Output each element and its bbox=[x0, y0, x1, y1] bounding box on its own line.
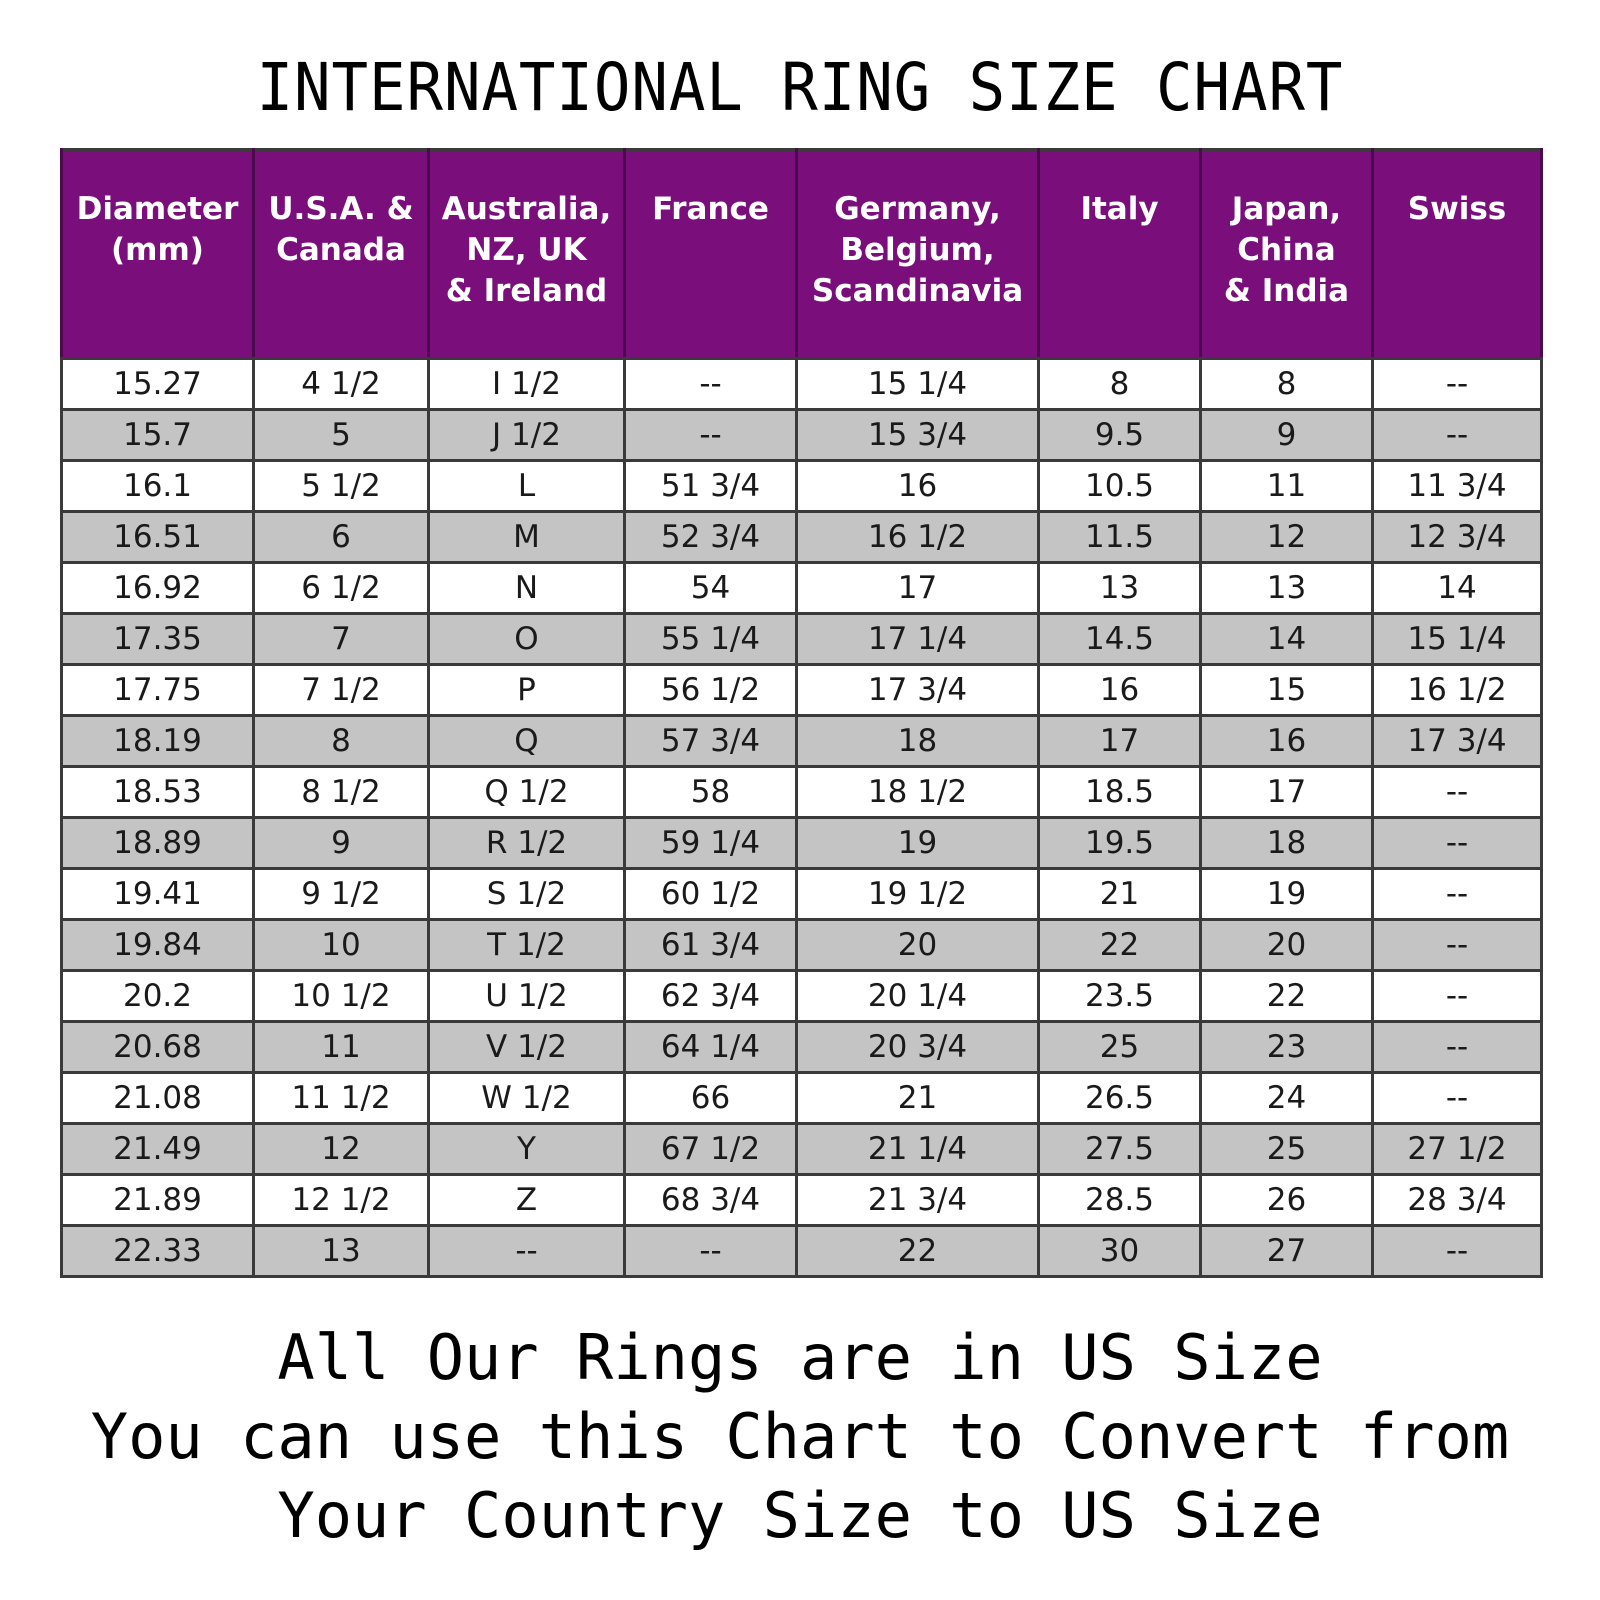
table-cell: J 1/2 bbox=[429, 410, 625, 461]
table-cell: 15 1/4 bbox=[797, 359, 1039, 410]
header-line: Scandinavia bbox=[811, 273, 1024, 309]
table-cell: 8 bbox=[1039, 359, 1201, 410]
header-australia-nz-uk-ireland bbox=[429, 150, 625, 359]
footer-line: You can use this Chart to Convert from bbox=[90, 1400, 1510, 1473]
table-cell: -- bbox=[1373, 818, 1542, 869]
table-cell: 19 bbox=[1201, 869, 1373, 920]
table-cell: Q 1/2 bbox=[429, 767, 625, 818]
table-cell: 9.5 bbox=[1039, 410, 1201, 461]
table-cell: 21.49 bbox=[62, 1124, 254, 1175]
table-cell: 19 1/2 bbox=[797, 869, 1039, 920]
table-cell: 19.84 bbox=[62, 920, 254, 971]
table-cell: 14 bbox=[1373, 563, 1542, 614]
table-cell: 20 1/4 bbox=[797, 971, 1039, 1022]
header-line: Belgium, bbox=[840, 232, 995, 268]
page-title: INTERNATIONAL RING SIZE CHART bbox=[256, 49, 1344, 126]
table-row bbox=[62, 1175, 1542, 1226]
table-cell: I 1/2 bbox=[429, 359, 625, 410]
table-cell: 18.53 bbox=[62, 767, 254, 818]
table-cell: 64 1/4 bbox=[625, 1022, 797, 1073]
table-cell: O bbox=[429, 614, 625, 665]
table-cell: 21 1/4 bbox=[797, 1124, 1039, 1175]
table-cell: 13 bbox=[254, 1226, 429, 1277]
table-cell: -- bbox=[1373, 1226, 1542, 1277]
table-cell: 4 1/2 bbox=[254, 359, 429, 410]
table-cell: 20.68 bbox=[62, 1022, 254, 1073]
ring-size-table bbox=[60, 148, 1543, 1278]
table-cell: 9 bbox=[254, 818, 429, 869]
header-germany-belgium-scandinavia bbox=[797, 150, 1039, 359]
table-cell: 21 3/4 bbox=[797, 1175, 1039, 1226]
table-cell: 28 3/4 bbox=[1373, 1175, 1542, 1226]
table-cell: 16 bbox=[797, 461, 1039, 512]
table-cell: 62 3/4 bbox=[625, 971, 797, 1022]
table-cell: 27.5 bbox=[1039, 1124, 1201, 1175]
table-body bbox=[62, 359, 1542, 1277]
table-row bbox=[62, 920, 1542, 971]
table-cell: 15 bbox=[1201, 665, 1373, 716]
table-cell: M bbox=[429, 512, 625, 563]
table-cell: 17 1/4 bbox=[797, 614, 1039, 665]
table-row bbox=[62, 665, 1542, 716]
table-cell: 21 bbox=[797, 1073, 1039, 1124]
table-cell: 6 1/2 bbox=[254, 563, 429, 614]
table-cell: 11 1/2 bbox=[254, 1073, 429, 1124]
table-cell: -- bbox=[1373, 1022, 1542, 1073]
table-cell: 6 bbox=[254, 512, 429, 563]
table-cell: 23.5 bbox=[1039, 971, 1201, 1022]
table-cell: Y bbox=[429, 1124, 625, 1175]
table-cell: 61 3/4 bbox=[625, 920, 797, 971]
table-cell: -- bbox=[1373, 359, 1542, 410]
table-cell: 17 3/4 bbox=[797, 665, 1039, 716]
header-line: & Ireland bbox=[445, 273, 608, 309]
table-row bbox=[62, 1124, 1542, 1175]
table-cell: 10 1/2 bbox=[254, 971, 429, 1022]
table-cell: 7 1/2 bbox=[254, 665, 429, 716]
table-cell: 10.5 bbox=[1039, 461, 1201, 512]
table-row bbox=[62, 359, 1542, 410]
table-cell: 20 bbox=[797, 920, 1039, 971]
table-cell: -- bbox=[625, 410, 797, 461]
table-cell: 20 3/4 bbox=[797, 1022, 1039, 1073]
table-cell: 25 bbox=[1201, 1124, 1373, 1175]
table-cell: 60 1/2 bbox=[625, 869, 797, 920]
table-cell: 12 3/4 bbox=[1373, 512, 1542, 563]
table-cell: 18.19 bbox=[62, 716, 254, 767]
header-diameter bbox=[62, 150, 254, 359]
footer-line: Your Country Size to US Size bbox=[277, 1479, 1323, 1552]
table-cell: 17 bbox=[1039, 716, 1201, 767]
table-cell: 15.7 bbox=[62, 410, 254, 461]
table-row bbox=[62, 869, 1542, 920]
table-row bbox=[62, 716, 1542, 767]
table-cell: -- bbox=[625, 359, 797, 410]
header-japan-china-india bbox=[1201, 150, 1373, 359]
header-line: Germany, bbox=[834, 191, 1001, 227]
table-cell: 24 bbox=[1201, 1073, 1373, 1124]
table-cell: 18 bbox=[1201, 818, 1373, 869]
table-row bbox=[62, 512, 1542, 563]
header-line: Italy bbox=[1080, 191, 1159, 227]
table-cell: 22 bbox=[1039, 920, 1201, 971]
table-cell: -- bbox=[1373, 971, 1542, 1022]
table-row bbox=[62, 1073, 1542, 1124]
table-cell: 12 1/2 bbox=[254, 1175, 429, 1226]
table-cell: 13 bbox=[1201, 563, 1373, 614]
table-cell: 11 bbox=[254, 1022, 429, 1073]
table-cell: 68 3/4 bbox=[625, 1175, 797, 1226]
table-cell: 21.89 bbox=[62, 1175, 254, 1226]
table-cell: 18.5 bbox=[1039, 767, 1201, 818]
table-cell: 27 1/2 bbox=[1373, 1124, 1542, 1175]
header-line: France bbox=[652, 191, 769, 227]
table-cell: P bbox=[429, 665, 625, 716]
table-row bbox=[62, 818, 1542, 869]
header-line: NZ, UK bbox=[466, 232, 587, 268]
table-row bbox=[62, 614, 1542, 665]
table-row bbox=[62, 461, 1542, 512]
header-line: China bbox=[1237, 232, 1336, 268]
header-line: (mm) bbox=[111, 232, 204, 268]
table-cell: 23 bbox=[1201, 1022, 1373, 1073]
table-cell: 18.89 bbox=[62, 818, 254, 869]
table-cell: 5 1/2 bbox=[254, 461, 429, 512]
table-cell: 19.5 bbox=[1039, 818, 1201, 869]
table-cell: 27 bbox=[1201, 1226, 1373, 1277]
table-cell: 11 3/4 bbox=[1373, 461, 1542, 512]
table-cell: 54 bbox=[625, 563, 797, 614]
table-cell: 16 bbox=[1201, 716, 1373, 767]
table-cell: 26 bbox=[1201, 1175, 1373, 1226]
table-cell: 30 bbox=[1039, 1226, 1201, 1277]
table-cell: 22 bbox=[1201, 971, 1373, 1022]
table-cell: 58 bbox=[625, 767, 797, 818]
table-cell: 15.27 bbox=[62, 359, 254, 410]
table-cell: 22.33 bbox=[62, 1226, 254, 1277]
table-cell: 12 bbox=[254, 1124, 429, 1175]
table-cell: -- bbox=[1373, 869, 1542, 920]
header-line: Japan, bbox=[1231, 191, 1342, 227]
table-cell: 16.92 bbox=[62, 563, 254, 614]
footer-line: All Our Rings are in US Size bbox=[277, 1321, 1323, 1394]
ring-size-chart bbox=[60, 148, 1540, 1278]
table-cell: 17 bbox=[797, 563, 1039, 614]
table-row bbox=[62, 563, 1542, 614]
table-cell: 12 bbox=[1201, 512, 1373, 563]
table-cell: 14.5 bbox=[1039, 614, 1201, 665]
table-cell: 17 bbox=[1201, 767, 1373, 818]
table-cell: 26.5 bbox=[1039, 1073, 1201, 1124]
table-cell: 28.5 bbox=[1039, 1175, 1201, 1226]
table-cell: 14 bbox=[1201, 614, 1373, 665]
table-cell: 8 1/2 bbox=[254, 767, 429, 818]
table-cell: 9 bbox=[1201, 410, 1373, 461]
table-cell: L bbox=[429, 461, 625, 512]
table-cell: R 1/2 bbox=[429, 818, 625, 869]
table-cell: -- bbox=[1373, 1073, 1542, 1124]
header-usa-canada bbox=[254, 150, 429, 359]
table-cell: 21 bbox=[1039, 869, 1201, 920]
table-row bbox=[62, 1226, 1542, 1277]
table-cell: 21.08 bbox=[62, 1073, 254, 1124]
table-cell: 17.35 bbox=[62, 614, 254, 665]
table-cell: 51 3/4 bbox=[625, 461, 797, 512]
table-header-row bbox=[62, 150, 1542, 359]
table-cell: 19.41 bbox=[62, 869, 254, 920]
table-cell: 59 1/4 bbox=[625, 818, 797, 869]
table-cell: Z bbox=[429, 1175, 625, 1226]
table-cell: U 1/2 bbox=[429, 971, 625, 1022]
table-cell: 56 1/2 bbox=[625, 665, 797, 716]
table-cell: 17 3/4 bbox=[1373, 716, 1542, 767]
header-line: & India bbox=[1223, 273, 1350, 309]
table-row bbox=[62, 767, 1542, 818]
table-cell: 20.2 bbox=[62, 971, 254, 1022]
header-italy bbox=[1039, 150, 1201, 359]
header-line: Australia, bbox=[441, 191, 612, 227]
table-cell: 10 bbox=[254, 920, 429, 971]
table-row bbox=[62, 971, 1542, 1022]
table-cell: -- bbox=[1373, 410, 1542, 461]
table-cell: -- bbox=[625, 1226, 797, 1277]
header-line: Canada bbox=[276, 232, 406, 268]
table-cell: T 1/2 bbox=[429, 920, 625, 971]
table-cell: 52 3/4 bbox=[625, 512, 797, 563]
table-cell: -- bbox=[1373, 920, 1542, 971]
table-cell: N bbox=[429, 563, 625, 614]
table-cell: 19 bbox=[797, 818, 1039, 869]
table-cell: 22 bbox=[797, 1226, 1039, 1277]
table-cell: 16.51 bbox=[62, 512, 254, 563]
header-swiss bbox=[1373, 150, 1542, 359]
table-cell: 9 1/2 bbox=[254, 869, 429, 920]
table-cell: -- bbox=[1373, 767, 1542, 818]
table-cell: 16.1 bbox=[62, 461, 254, 512]
table-cell: 55 1/4 bbox=[625, 614, 797, 665]
table-cell: 15 1/4 bbox=[1373, 614, 1542, 665]
table-cell: 8 bbox=[254, 716, 429, 767]
table-cell: 16 1/2 bbox=[1373, 665, 1542, 716]
table-cell: 7 bbox=[254, 614, 429, 665]
table-cell: Q bbox=[429, 716, 625, 767]
header-line: Swiss bbox=[1407, 191, 1507, 227]
table-cell: S 1/2 bbox=[429, 869, 625, 920]
table-cell: 20 bbox=[1201, 920, 1373, 971]
table-cell: 67 1/2 bbox=[625, 1124, 797, 1175]
table-row bbox=[62, 1022, 1542, 1073]
header-france bbox=[625, 150, 797, 359]
table-cell: V 1/2 bbox=[429, 1022, 625, 1073]
table-cell: 11.5 bbox=[1039, 512, 1201, 563]
header-line: Diameter bbox=[76, 191, 239, 227]
table-cell: W 1/2 bbox=[429, 1073, 625, 1124]
footer-note bbox=[0, 1318, 1600, 1555]
table-row bbox=[62, 410, 1542, 461]
table-cell: 17.75 bbox=[62, 665, 254, 716]
table-cell: 11 bbox=[1201, 461, 1373, 512]
table-cell: 8 bbox=[1201, 359, 1373, 410]
table-cell: 18 1/2 bbox=[797, 767, 1039, 818]
table-cell: 16 1/2 bbox=[797, 512, 1039, 563]
table-cell: 18 bbox=[797, 716, 1039, 767]
table-cell: 5 bbox=[254, 410, 429, 461]
table-cell: 25 bbox=[1039, 1022, 1201, 1073]
table-cell: 13 bbox=[1039, 563, 1201, 614]
header-line: U.S.A. & bbox=[268, 191, 414, 227]
table-cell: 16 bbox=[1039, 665, 1201, 716]
table-cell: 15 3/4 bbox=[797, 410, 1039, 461]
table-cell: 57 3/4 bbox=[625, 716, 797, 767]
table-cell: 66 bbox=[625, 1073, 797, 1124]
table-cell: -- bbox=[429, 1226, 625, 1277]
